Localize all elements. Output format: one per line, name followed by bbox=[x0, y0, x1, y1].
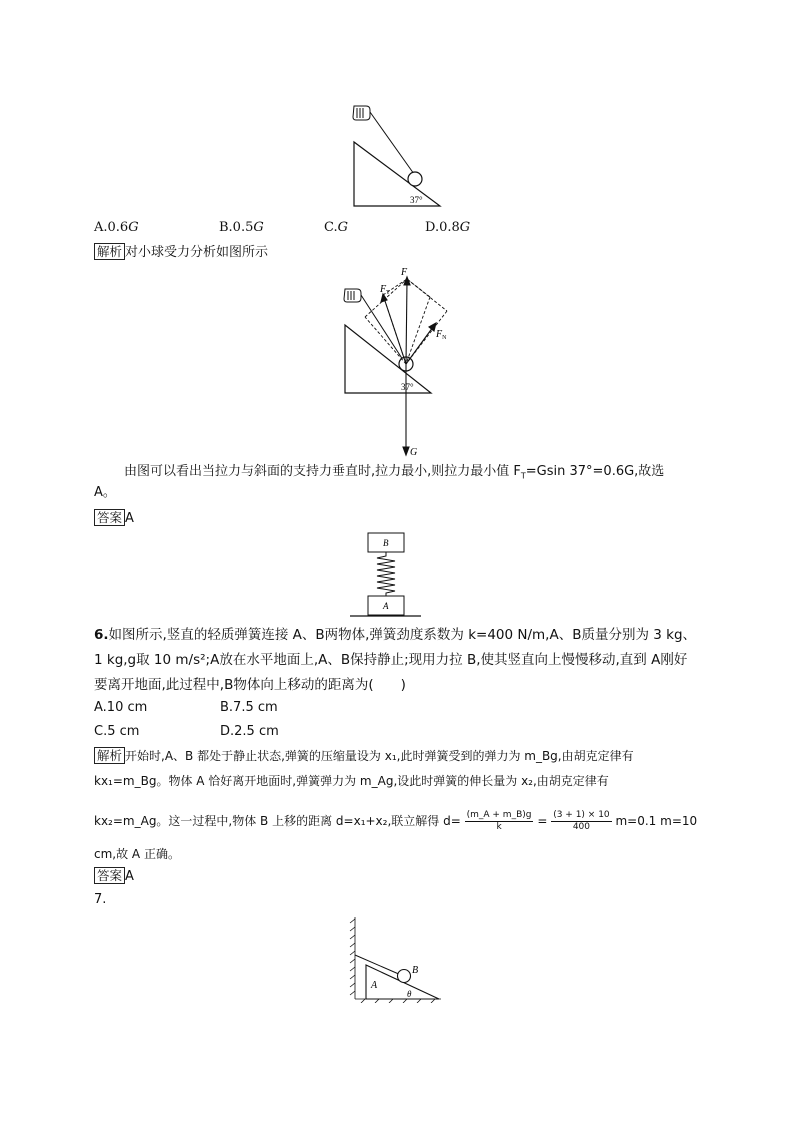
force-fn-label: $F_N$ bbox=[436, 329, 447, 341]
q6-stem-line1: 6.如图所示,竖直的轻质弹簧连接 A、B两物体,弹簧劲度系数为 k=400 N/m,A、B质量分别为 3 kg、 bbox=[94, 627, 697, 643]
fraction-1: $\frac{(m\_A + m\_B)g}{k}$ bbox=[466, 810, 532, 832]
block-b-label: B bbox=[383, 538, 389, 548]
q6-option-d: D.2.5 cm bbox=[220, 724, 279, 739]
force-ft-label: $F_T$ bbox=[380, 284, 390, 296]
analysis-tag: 解析 bbox=[94, 243, 125, 260]
q6-analysis-line3: kx₂=m_Ag。这一过程中,物体 B 上移的距离 d=x₁+x₂,联立解得 d= $\frac{(m\_A + m\_B)g}{k}$ = $\frac{(3 + 1) \times 10}{400}$ m=0.1 m=10 bbox=[94, 810, 698, 832]
q6-analysis-line4: cm,故 A 正确。 bbox=[94, 847, 180, 861]
q6-analysis-line1: 解析 开始时,A、B 都处于静止状态,弹簧的压缩量设为 x₁,此时弹簧受到的弹力为 m_Bg,由胡克定律有 bbox=[94, 747, 634, 765]
angle-label: 37° bbox=[401, 382, 414, 392]
q6-option-b: B.7.5 cm bbox=[220, 700, 278, 715]
ball-b-label: B bbox=[412, 965, 419, 976]
angle-label: 37° bbox=[410, 195, 423, 205]
q6-option-a: A.10 cm bbox=[94, 700, 148, 715]
answer-tag: 答案 bbox=[94, 867, 125, 884]
q5-option-d: D.0.8G bbox=[425, 220, 471, 235]
q6-option-c: C.5 cm bbox=[94, 724, 140, 739]
q5-analysis-line: 解析 对小球受力分析如图所示 bbox=[94, 243, 268, 262]
force-analysis-figure bbox=[335, 265, 465, 460]
incline-ball-figure-1 bbox=[340, 96, 450, 211]
force-g-label: G bbox=[410, 447, 418, 458]
spring-blocks-figure bbox=[345, 530, 425, 620]
wedge-wall-figure bbox=[345, 915, 445, 1003]
q6-stem-line3: 要离开地面,此过程中,B物体向上移动的距离为( ) bbox=[94, 677, 406, 693]
q5-explain-line1: 由图可以看出当拉力与斜面的支持力垂直时,拉力最小,则拉力最小值 $F_T=Gsin$ 37°=0.6G,故选 bbox=[124, 464, 665, 481]
force-f-label: F bbox=[401, 267, 408, 278]
q6-stem-line2: 1 kg,g取 10 m/s²;A放在水平地面上,A、B保持静止;现用力拉 B,使其竖直向上慢慢移动,直到 A刚好 bbox=[94, 652, 688, 668]
q5-option-c: C.G bbox=[324, 220, 349, 235]
answer-tag: 答案 bbox=[94, 509, 125, 526]
q6-answer-line: 答案 A bbox=[94, 867, 134, 886]
block-a-label: A bbox=[383, 601, 389, 611]
q5-explain-line2: A。 bbox=[94, 485, 116, 500]
fraction-2: $\frac{(3 + 1) \times 10}{400}$ bbox=[553, 810, 610, 832]
q6-analysis-line2: kx₁=m_Bg。物体 A 恰好离开地面时,弹簧弹力为 m_Ag,设此时弹簧的伸长量为 x₂,由胡克定律有 bbox=[94, 774, 609, 788]
block-a-label: A bbox=[371, 980, 378, 991]
q7-number: 7. bbox=[94, 892, 107, 907]
q5-option-a: A.0.6G bbox=[94, 220, 139, 235]
q5-answer-line: 答案 A bbox=[94, 509, 134, 528]
hand-icon bbox=[353, 106, 370, 120]
q5-option-b: B.0.5G bbox=[219, 220, 264, 235]
q6-number: 6. bbox=[94, 627, 109, 643]
theta-label: θ bbox=[407, 989, 412, 999]
hand-icon bbox=[344, 289, 361, 302]
analysis-tag: 解析 bbox=[94, 747, 125, 764]
